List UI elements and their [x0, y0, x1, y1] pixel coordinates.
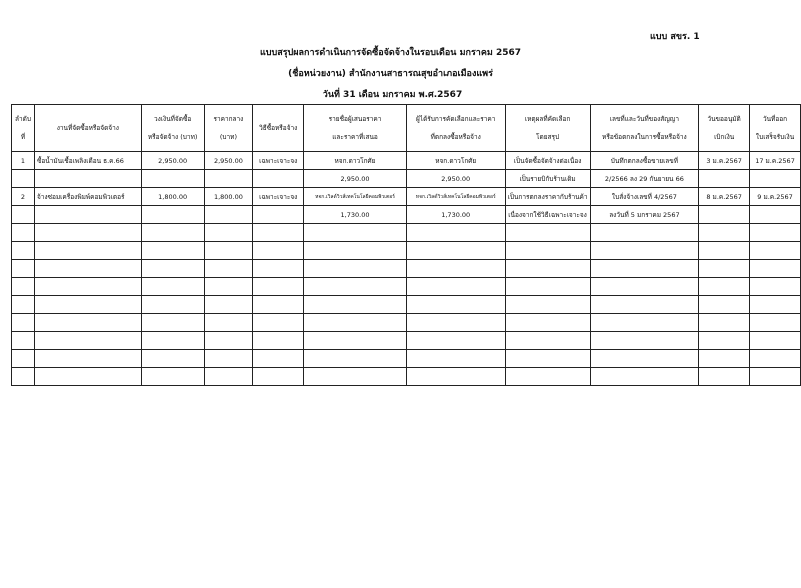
cell-work	[34, 170, 141, 188]
cell-winner	[406, 278, 505, 296]
cell-method	[253, 242, 304, 260]
cell-winner	[406, 314, 505, 332]
cell-winner: 1,730.00	[406, 206, 505, 224]
cell-no	[12, 350, 35, 368]
cell-contract	[590, 332, 699, 350]
cell-budget	[141, 206, 204, 224]
cell-budget	[141, 368, 204, 386]
cell-bidders	[304, 224, 407, 242]
cell-approve-date	[699, 242, 750, 260]
cell-work	[34, 350, 141, 368]
table-row	[12, 314, 801, 332]
cell-work	[34, 206, 141, 224]
cell-bidders	[304, 332, 407, 350]
header-bidders: รายชื่อผู้เสนอราคา และราคาที่เสนอ	[304, 105, 407, 152]
cell-budget	[141, 242, 204, 260]
cell-reason: เป็นรายบิกับร้านเดิม	[505, 170, 590, 188]
cell-method	[253, 206, 304, 224]
cell-winner	[406, 296, 505, 314]
cell-reason: เป็นการตกลงราคากับร้านค้า	[505, 188, 590, 206]
cell-winner: 2,950.00	[406, 170, 505, 188]
cell-contract	[590, 242, 699, 260]
header-work: งานที่จัดซื้อหรือจัดจ้าง	[34, 105, 141, 152]
cell-no: 2	[12, 188, 35, 206]
cell-reason	[505, 368, 590, 386]
cell-work	[34, 224, 141, 242]
cell-no	[12, 260, 35, 278]
cell-method	[253, 350, 304, 368]
cell-method	[253, 170, 304, 188]
cell-bidders: 1,730.00	[304, 206, 407, 224]
cell-work	[34, 260, 141, 278]
cell-bidders	[304, 350, 407, 368]
report-title: แบบสรุปผลการดำเนินการจัดซื้อจัดจ้างในรอบเดือน มกราคม 2567	[260, 48, 521, 58]
cell-approve-date: 8 ม.ค.2567	[699, 188, 750, 206]
cell-no	[12, 224, 35, 242]
cell-no	[12, 206, 35, 224]
cell-reason	[505, 350, 590, 368]
header-budget: วงเงินที่จัดซื้อ หรือจัดจ้าง (บาท)	[141, 105, 204, 152]
cell-approve-date	[699, 350, 750, 368]
cell-median-price	[204, 206, 253, 224]
header-receipt-date: วันที่ออก ใบเสร็จรับเงิน	[750, 105, 801, 152]
cell-reason	[505, 260, 590, 278]
cell-approve-date	[699, 296, 750, 314]
cell-winner	[406, 350, 505, 368]
cell-approve-date	[699, 368, 750, 386]
cell-contract	[590, 368, 699, 386]
header-approve-date: วันขออนุมัติ เบิกเงิน	[699, 105, 750, 152]
cell-median-price	[204, 278, 253, 296]
cell-bidders: หจก.ดาวโกศัย	[304, 152, 407, 170]
cell-bidders: 2,950.00	[304, 170, 407, 188]
cell-bidders	[304, 260, 407, 278]
cell-receipt-date	[750, 350, 801, 368]
cell-no	[12, 170, 35, 188]
cell-median-price	[204, 368, 253, 386]
table-row	[12, 224, 801, 242]
table-row	[12, 350, 801, 368]
cell-no	[12, 368, 35, 386]
cell-receipt-date	[750, 314, 801, 332]
procurement-table	[11, 104, 801, 386]
header-contract: เลขที่และวันที่ของสัญญา หรือข้อตกลงในการซื้อหรือจ้าง	[590, 105, 699, 152]
cell-no	[12, 314, 35, 332]
cell-approve-date	[699, 278, 750, 296]
cell-approve-date	[699, 260, 750, 278]
cell-winner: หจก.เวิลด์วิวส์เทคโนโลยีคอมพิวเตอร์	[406, 188, 505, 206]
cell-winner	[406, 332, 505, 350]
cell-budget	[141, 350, 204, 368]
cell-method	[253, 296, 304, 314]
cell-contract: ลงวันที่ 5 มกราคม 2567	[590, 206, 699, 224]
table-row	[12, 242, 801, 260]
cell-median-price	[204, 260, 253, 278]
cell-reason: เป็นจัดซื้อจัดจ้างต่อเนื่อง	[505, 152, 590, 170]
cell-budget	[141, 296, 204, 314]
cell-method	[253, 278, 304, 296]
header-no: ลำดับ ที่	[12, 105, 35, 152]
cell-no	[12, 332, 35, 350]
cell-receipt-date	[750, 224, 801, 242]
cell-approve-date	[699, 314, 750, 332]
cell-method: เฉพาะเจาะจง	[253, 152, 304, 170]
cell-receipt-date	[750, 206, 801, 224]
cell-winner	[406, 260, 505, 278]
cell-contract: บันทึกตกลงซื้อขายเลขที่	[590, 152, 699, 170]
cell-bidders: หจก.เวิลด์วิวส์เทคโนโลยีคอมพิวเตอร์	[304, 188, 407, 206]
cell-receipt-date: 9 ม.ค.2567	[750, 188, 801, 206]
report-date: วันที่ 31 เดือน มกราคม พ.ศ.2567	[322, 90, 463, 100]
cell-work: จ้างซ่อมเครื่องพิมพ์คอมพิวเตอร์	[34, 188, 141, 206]
header-method: วิธีซื้อหรือจ้าง	[253, 105, 304, 152]
cell-receipt-date	[750, 278, 801, 296]
header-winner: ผู้ได้รับการคัดเลือกและราคา ที่ตกลงซื้อหรือจ้าง	[406, 105, 505, 152]
cell-no	[12, 242, 35, 260]
cell-approve-date	[699, 206, 750, 224]
cell-reason	[505, 242, 590, 260]
cell-no	[12, 296, 35, 314]
cell-median-price	[204, 224, 253, 242]
cell-receipt-date	[750, 332, 801, 350]
cell-bidders	[304, 314, 407, 332]
header-row	[12, 105, 801, 152]
cell-method	[253, 314, 304, 332]
table-row	[12, 170, 801, 188]
cell-median-price	[204, 332, 253, 350]
cell-work: ซื้อน้ำมันเชื้อเพลิงเดือน ธ.ค.66	[34, 152, 141, 170]
table-row	[12, 260, 801, 278]
cell-contract: 2/2566 ลง 29 กันยายน 66	[590, 170, 699, 188]
cell-reason	[505, 314, 590, 332]
cell-contract	[590, 224, 699, 242]
cell-budget	[141, 224, 204, 242]
cell-budget	[141, 260, 204, 278]
cell-method: เฉพาะเจาะจง	[253, 188, 304, 206]
cell-winner	[406, 224, 505, 242]
cell-budget	[141, 314, 204, 332]
cell-median-price: 2,950.00	[204, 152, 253, 170]
cell-median-price	[204, 170, 253, 188]
cell-no: 1	[12, 152, 35, 170]
cell-work	[34, 242, 141, 260]
cell-reason: เนื่องจากใช้วิธีเฉพาะเจาะจง	[505, 206, 590, 224]
table-row	[12, 278, 801, 296]
cell-work	[34, 278, 141, 296]
cell-approve-date	[699, 170, 750, 188]
cell-method	[253, 224, 304, 242]
cell-no	[12, 278, 35, 296]
cell-median-price	[204, 350, 253, 368]
cell-approve-date	[699, 224, 750, 242]
cell-contract	[590, 314, 699, 332]
cell-contract	[590, 260, 699, 278]
cell-receipt-date	[750, 170, 801, 188]
cell-method	[253, 260, 304, 278]
cell-budget	[141, 278, 204, 296]
header-median-price: ราคากลาง (บาท)	[204, 105, 253, 152]
cell-bidders	[304, 296, 407, 314]
cell-winner: หจก.ดาวโกศัย	[406, 152, 505, 170]
table-row	[12, 206, 801, 224]
cell-reason	[505, 296, 590, 314]
cell-median-price: 1,800.00	[204, 188, 253, 206]
cell-median-price	[204, 242, 253, 260]
table-row	[12, 332, 801, 350]
cell-bidders	[304, 242, 407, 260]
cell-approve-date	[699, 332, 750, 350]
cell-contract: ใบสั่งจ้างเลขที่ 4/2567	[590, 188, 699, 206]
cell-median-price	[204, 314, 253, 332]
cell-reason	[505, 278, 590, 296]
table-row	[12, 296, 801, 314]
cell-reason	[505, 332, 590, 350]
cell-contract	[590, 278, 699, 296]
agency-name: (ชื่อหน่วยงาน) สำนักงานสาธารณสุขอำเภอเมืองแพร่	[288, 69, 493, 79]
header-reason: เหตุผลที่คัดเลือก โดยสรุป	[505, 105, 590, 152]
cell-winner	[406, 368, 505, 386]
cell-work	[34, 314, 141, 332]
cell-receipt-date	[750, 296, 801, 314]
cell-bidders	[304, 368, 407, 386]
cell-work	[34, 296, 141, 314]
cell-work	[34, 332, 141, 350]
cell-work	[34, 368, 141, 386]
cell-approve-date: 3 ม.ค.2567	[699, 152, 750, 170]
cell-contract	[590, 296, 699, 314]
form-code: แบบ สขร. 1	[650, 32, 700, 42]
cell-method	[253, 332, 304, 350]
table-row	[12, 188, 801, 206]
cell-budget	[141, 332, 204, 350]
cell-method	[253, 368, 304, 386]
cell-receipt-date	[750, 260, 801, 278]
cell-receipt-date	[750, 368, 801, 386]
cell-median-price	[204, 296, 253, 314]
table-row	[12, 368, 801, 386]
cell-budget	[141, 170, 204, 188]
cell-bidders	[304, 278, 407, 296]
cell-winner	[406, 242, 505, 260]
cell-budget: 2,950.00	[141, 152, 204, 170]
cell-contract	[590, 350, 699, 368]
cell-receipt-date: 17 ม.ค.2567	[750, 152, 801, 170]
cell-budget: 1,800.00	[141, 188, 204, 206]
cell-receipt-date	[750, 242, 801, 260]
table-row	[12, 152, 801, 170]
cell-reason	[505, 224, 590, 242]
